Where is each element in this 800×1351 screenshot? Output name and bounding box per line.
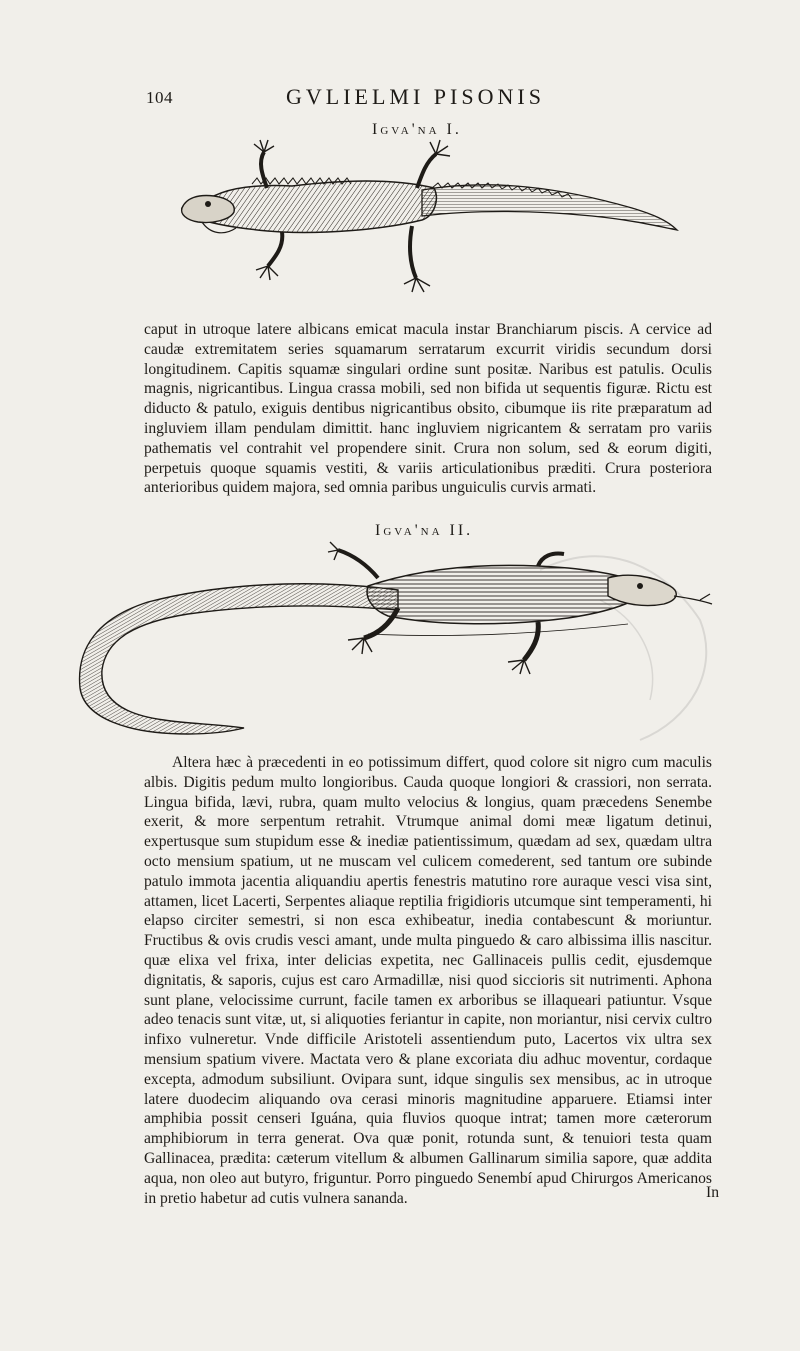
- iguana-2-illustration: [68, 538, 718, 743]
- paragraph-2: Altera hæc à præcedenti in eo potissimum differt, quod colore sit nigro cum maculis albis. Digitis pedum multo longioribus. Cauda quoque longiori & crassiori, non serrata. Lingua bifida, lævi, rubra, quam multo velocius & longius, quam præcedens Senembe exerit, & more serpentum retrahit. Vtrumque animal domi meæ ligatum detinui, expertusque sum stupidum esse & inediæ patientissimum, quædam ad sex, quædam ultra octo mensium spatium, ut ne muscam vel culicem comederent, sed tantum ore subinde patulo immota jacentia aliquandiu apertis fenestris matutino rore auraque vesci visa sint, attamen, licet Lacerti, Serpentes aliaque reptilia frigidioris utcumque sint temperamenti, hi elapso circiter semestri, si non esca exhibeatur, inedia contabescunt & moriuntur. Fructibus & ovis crudis vesci amant, unde multa pinguedo & caro albissima illis nascitur. quæ elixa vel frixa, inter delicias expetita, nec Gallinaceis pullis cedit, ejusdemque dignitatis, & saporis, cujus est caro Armadillæ, nisi quod siccioris sit nutrimenti. Aphona sunt plane, velocissime currunt, facile tamen ex arboribus se illaqueari patiuntur. Vsque adeo tenacis sunt vitæ, ut, si aliquoties feriantur in capite, non moriantur, nisi cervix cultro infixo vulneretur. Vnde difficile Aristoteli assentiendum puto, Lacertos vix ultra sex mensium spatium vivere. Mactata vero & plane excoriata diu adhuc moventur, cordaque excepta, admodum subsiliunt. Ovipara sunt, idque singulis sex mensibus, ac in utroque latere duodecim aliquando ova cerasi minoris magnitudine apparuere. Etiamsi inter amphibia possit censeri Iguána, quia fluvios quoque intrat; tamen more cæterorum amphibiorum in terra generat. Ova quæ ponit, rotunda sunt, & tenuiori testa quam Gallinacea, prædita: cæterum vitellum & albumen Gallinarum similia sapore, quæ addita aqua, non oleo aut butyro, friguntur. Porro pinguedo Senembí apud Chirurgos Americanos in pretio habetur ad cutis vulnera sananda.: [144, 754, 712, 1207]
- iguana-1-illustration: [172, 138, 680, 310]
- paragraph-1: caput in utroque latere albicans emicat macula instar Branchiarum piscis. A cervice ad caudæ extremitatem series squamarum serratarum excurrit viridis secundum dorsi longitudinem. Capitis squamæ singulari ordine sunt positæ. Naribus est patulis. Oculis magnis, nigricantibus. Lingua crassa mobili, sed non bifida ut sequentis figuræ. Rictu est diducto & patulo, exiguis dentibus nigricantibus obsito, cibumque iis rite præparatum ad ingluviem illam pendulam dimittit. hanc ingluviem nigricantem & serratam pro variis pathematis vel contrahit vel propendere sinit. Crura non solum, sed & eorum digiti, perpetuis quoque squamis vestiti, & variis articulationibus præditi. Crura posteriora anterioribus quidem majora, sed omnia paribus unguiculis curvis armati.: [144, 321, 712, 497]
- figure-caption-2: Igva'na II.: [375, 522, 474, 539]
- page-number: 104: [146, 88, 173, 107]
- catchword: In: [706, 1184, 719, 1201]
- page-header: [146, 84, 596, 114]
- figure-caption-1: Igva'na I.: [372, 121, 462, 138]
- running-title: GVLIELMI PISONIS: [286, 84, 545, 109]
